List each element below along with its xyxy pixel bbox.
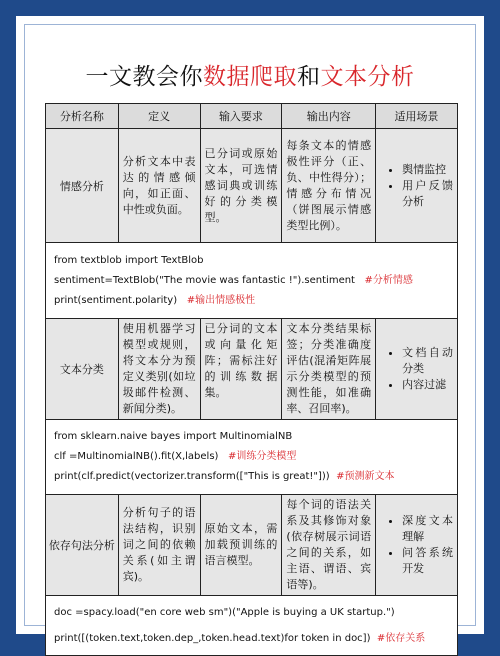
code-line: print(sentiment.polarity) #输出情感极性 — [54, 294, 256, 306]
code-line: sentiment=TextBlob("The movie was fantastic !").sentiment #分析情感 — [54, 274, 413, 286]
code-line: clf =MultinomialNB().fit(X,labels) #训练分类模型 — [54, 451, 297, 462]
header-cell: 适用场景 — [376, 104, 458, 129]
code-block — [46, 420, 458, 495]
code-row — [46, 420, 458, 495]
definition-cell: 使用机器学习模型或规则，将文本分为预定义类别(如垃圾邮件检测、新闻分类)。 — [118, 319, 200, 420]
code-block — [46, 243, 458, 319]
header-row — [46, 104, 458, 129]
output-cell: 文本分类结果标签；分类准确度评估(混淆矩阵展示分类模型的预测性能，如准确率、召回率)。 — [282, 319, 376, 420]
code-comment: #输出情感极性 — [186, 294, 256, 306]
scenario-cell — [376, 495, 458, 596]
header-cell: 分析名称 — [46, 104, 119, 129]
scenario-list — [380, 513, 453, 577]
code-comment: #依存关系 — [376, 632, 426, 644]
code-line: from sklearn.naive bayes import MultinomialNB — [54, 431, 293, 442]
analysis-name: 情感分析 — [46, 129, 119, 243]
list-item: • 舆情监控 — [402, 162, 453, 178]
code-block — [46, 596, 458, 656]
analysis-name: 文本分类 — [46, 319, 119, 420]
header-cell: 输入要求 — [200, 104, 282, 129]
scenario-list — [380, 345, 453, 393]
analysis-table — [45, 103, 458, 656]
code-line: print(clf.predict(vectorizer.transform(["This is great!"])) #预测新文本 — [54, 471, 395, 482]
scenario-cell — [376, 129, 458, 243]
list-item: • 文档自动分类 — [402, 345, 453, 377]
input-cell: 原始文本，需加载预训练的语言模型。 — [200, 495, 282, 596]
code-comment: #训练分类模型 — [228, 451, 297, 462]
output-cell: 每条文本的情感极性评分（正、负、中性得分）；情感分布情况（饼图展示情感类型比例）。 — [282, 129, 376, 243]
header-cell: 定义 — [118, 104, 200, 129]
list-item: • 内容过滤 — [402, 377, 453, 393]
table-row — [46, 319, 458, 420]
code-line: from textblob import TextBlob — [54, 254, 204, 266]
list-item: • 问答系统开发 — [402, 545, 453, 577]
code-row — [46, 596, 458, 656]
output-cell: 每个词的语法关系及其修饰对象(依存树展示词语之间的关系，如主语、谓语、宾语等)。 — [282, 495, 376, 596]
scenario-cell — [376, 319, 458, 420]
code-row — [46, 243, 458, 319]
header-cell: 输出内容 — [282, 104, 376, 129]
list-item: • 用户反馈分析 — [402, 178, 453, 210]
code-line: print([(token.text,token.dep_,token.head.text)for token in doc]) #依存关系 — [54, 632, 426, 644]
title-part-1: 一文教会你 — [85, 64, 203, 90]
code-comment: #预测新文本 — [336, 471, 395, 482]
definition-cell: 分析句子的语法结构，识别词之间的依赖关系(如主谓宾)。 — [118, 495, 200, 596]
title-part-2: 数据爬取 — [203, 64, 297, 90]
code-line: doc =spacy.load("en core web sm")("Apple is buying a UK startup.") — [54, 606, 395, 618]
definition-cell: 分析文本中表达的情感倾向，如正面、中性或负面。 — [118, 129, 200, 243]
table-row — [46, 129, 458, 243]
page-title — [0, 58, 500, 91]
input-cell: 已分词或原始文本，可选情感词典或训练好的分类模型。 — [200, 129, 282, 243]
table-row — [46, 495, 458, 596]
analysis-name: 依存句法分析 — [46, 495, 119, 596]
input-cell: 已分词的文本或向量化矩阵；需标注好的训练数据集。 — [200, 319, 282, 420]
title-part-3: 和 — [297, 64, 321, 90]
title-part-4: 文本分析 — [320, 64, 415, 90]
scenario-list — [380, 162, 453, 210]
list-item: • 深度文本理解 — [402, 513, 453, 545]
code-comment: #分析情感 — [364, 274, 413, 286]
